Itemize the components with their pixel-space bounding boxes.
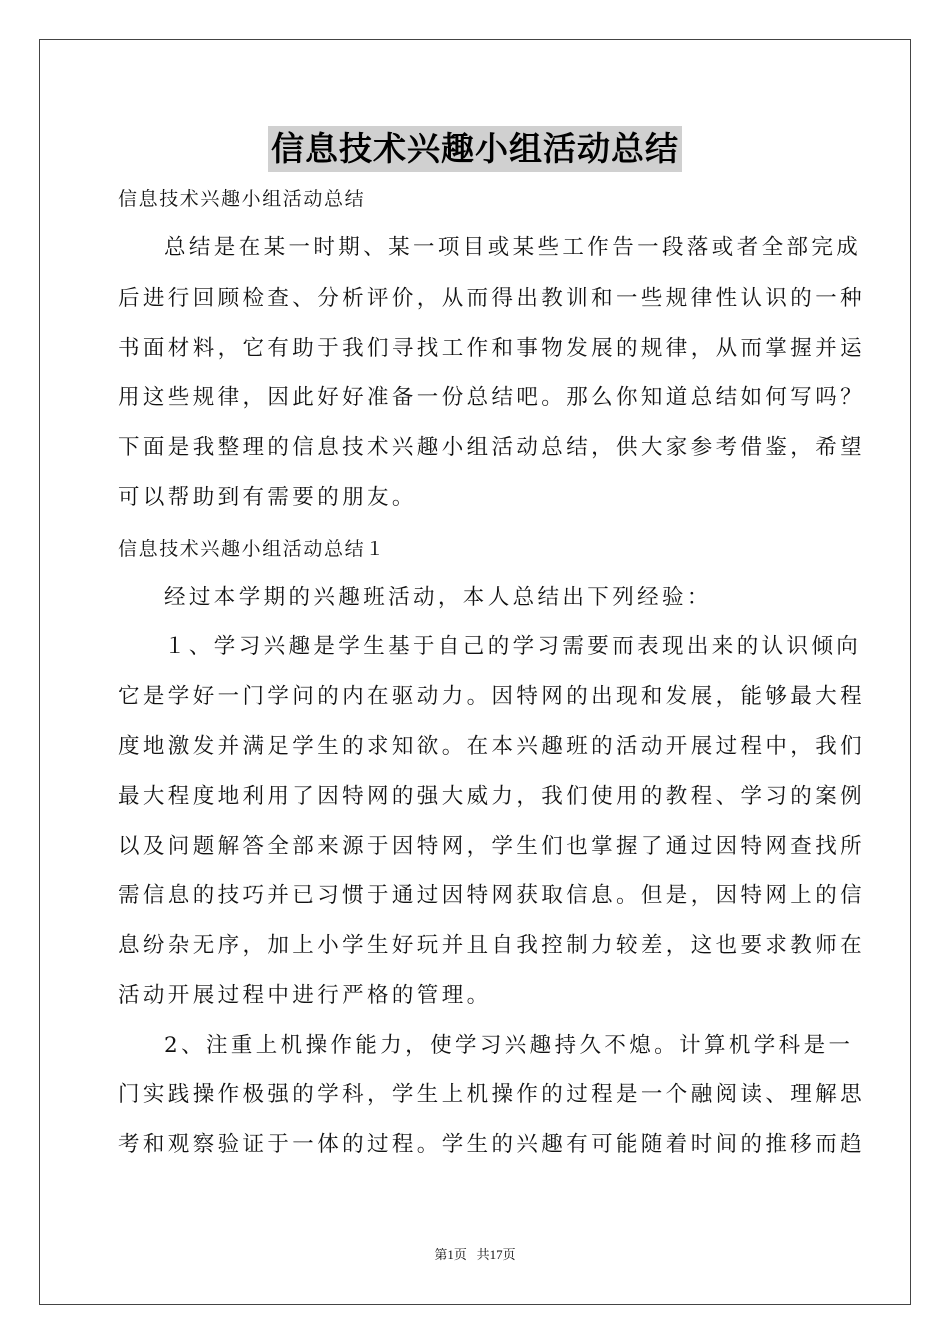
paragraph-line: 息纷杂无序，加上小学生好玩并且自我控制力较差，这也要求教师在: [118, 933, 866, 958]
paragraph-line: 可以帮助到有需要的朋友。: [118, 485, 417, 510]
document-subtitle: 信息技术兴趣小组活动总结: [118, 188, 366, 210]
page-footer: [0, 1244, 950, 1263]
paragraph-line: １、学习兴趣是学生基于自己的学习需要而表现出来的认识倾向: [164, 634, 862, 659]
paragraph-line: 度地激发并满足学生的求知欲。在本兴趣班的活动开展过程中，我们: [118, 734, 866, 759]
page-total: 共17页: [476, 1247, 516, 1262]
paragraph-line: 经过本学期的兴趣班活动，本人总结出下列经验：: [164, 585, 712, 610]
paragraph-line: 书面材料，它有助于我们寻找工作和事物发展的规律，从而掌握并运: [118, 336, 866, 361]
document-title: 信息技术兴趣小组活动总结: [268, 126, 682, 172]
paragraph-line: 需信息的技巧并已习惯于通过因特网获取信息。但是，因特网上的信: [118, 883, 866, 908]
paragraph-line: 2、注重上机操作能力，使学习兴趣持久不熄。计算机学科是一: [164, 1033, 854, 1058]
paragraph-line: 最大程度地利用了因特网的强大威力，我们使用的教程、学习的案例: [118, 784, 866, 809]
paragraph-line: 下面是我整理的信息技术兴趣小组活动总结，供大家参考借鉴，希望: [118, 435, 866, 460]
title-container: [0, 126, 950, 172]
paragraph-line: 用这些规律，因此好好准备一份总结吧。那么你知道总结如何写吗？: [118, 385, 866, 410]
paragraph-line: 活动开展过程中进行严格的管理。: [118, 983, 492, 1008]
paragraph-line: 门实践操作极强的学科，学生上机操作的过程是一个融阅读、理解思: [118, 1082, 866, 1107]
page-border: [39, 39, 911, 1305]
paragraph-line: 总结是在某一时期、某一项目或某些工作告一段落或者全部完成: [164, 235, 862, 260]
paragraph-line: 考和观察验证于一体的过程。学生的兴趣有可能随着时间的推移而趋: [118, 1132, 866, 1157]
paragraph-line: 它是学好一门学问的内在驱动力。因特网的出现和发展，能够最大程: [118, 684, 866, 709]
paragraph-line: 以及问题解答全部来源于因特网，学生们也掌握了通过因特网查找所: [118, 834, 866, 859]
section-heading: 信息技术兴趣小组活动总结１: [118, 538, 386, 560]
page-number: 第1页: [434, 1247, 467, 1262]
paragraph-line: 后进行回顾检查、分析评价，从而得出教训和一些规律性认识的一种: [118, 286, 866, 311]
